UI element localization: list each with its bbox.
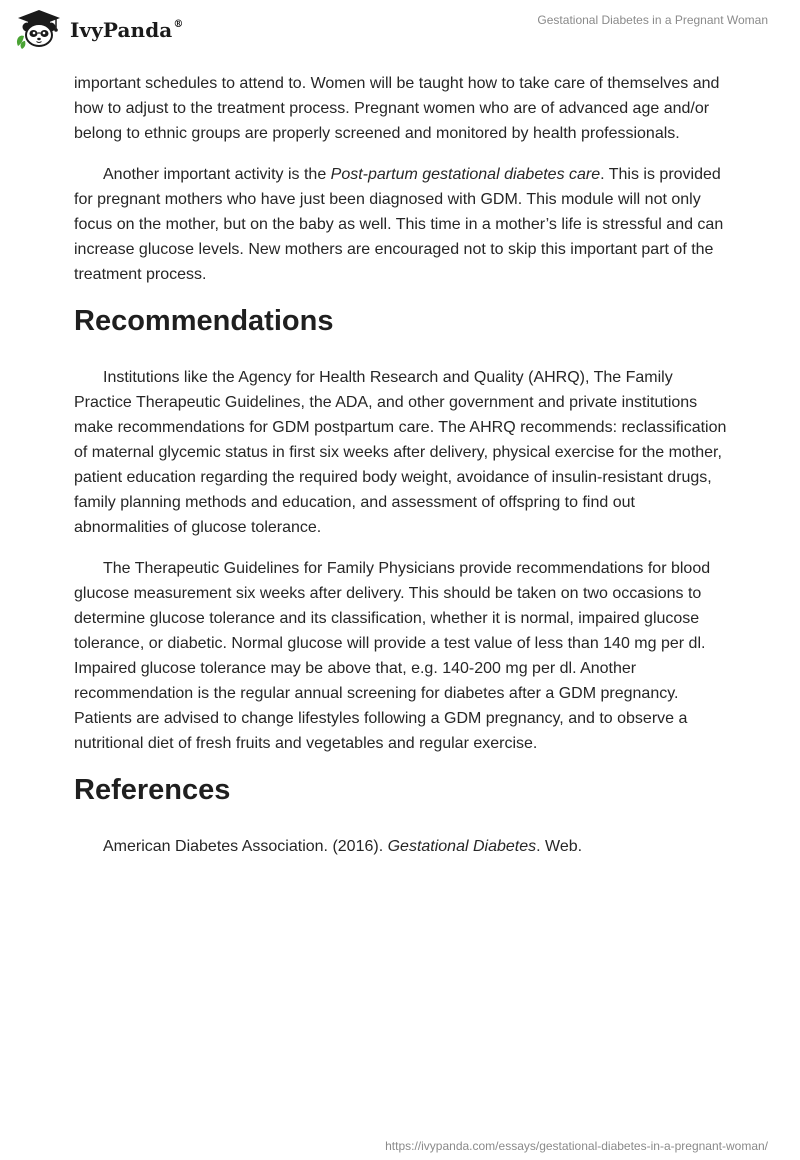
document-title: Gestational Diabetes in a Pregnant Woman xyxy=(537,13,768,27)
page-header xyxy=(0,0,800,62)
paragraph-ahrq: Institutions like the Agency for Health Research and Quality (AHRQ), The Family Practice Therapeutic Guidelines, the ADA, and other government and private institutions make recommendations for GDM postpartum care. The AHRQ recommends: reclassification of maternal glycemic status in first six weeks after delivery, physical exercise for the mother, patient education regarding the required body weight, avoidance of insulin-resistant drugs, family planning methods and education, and assessment of offspring to find out abnormalities of glucose tolerance. xyxy=(74,369,727,536)
paragraph-postpartum-care xyxy=(74,162,734,287)
paragraph-text: Another important activity is the xyxy=(103,166,331,183)
paragraph-text: . This is provided for pregnant mothers who have just been diagnosed with GDM. This module will not only focus on the mother, but on the baby as well. This time in a mother’s life is stressful and can increase glucose levels. New mothers are encouraged not to skip this important part of the treatment process. xyxy=(74,166,724,283)
paragraph-therapeutic-guidelines: The Therapeutic Guidelines for Family Physicians provide recommendations for blood glucose measurement six weeks after delivery. This should be taken on two occasions to determine glucose tolerance and its classification, whether it is normal, impaired glucose tolerance, or diabetic. Normal glucose will provide a test value of less than 140 mg per dl. Impaired glucose tolerance may be above that, e.g. 140-200 mg per dl. Another recommendation is the regular annual screening for diabetes after a GDM pregnancy. Patients are advised to change lifestyles following a GDM pregnancy, and to observe a nutritional diet of fresh fruits and vegetables and regular exercise. xyxy=(74,560,711,752)
ivypanda-logo[interactable] xyxy=(14,8,183,50)
registered-mark: ® xyxy=(173,19,184,31)
logo-wordmark xyxy=(70,18,183,42)
heading-references: References xyxy=(74,774,231,806)
heading-recommendations: Recommendations xyxy=(74,305,334,337)
emphasis-postpartum-care: Post-partum gestational diabetes care xyxy=(330,166,601,183)
essay-body xyxy=(74,71,734,875)
reference-text: American Diabetes Association. (2016). xyxy=(103,838,388,855)
reference-entry xyxy=(74,834,734,859)
reference-title: Gestational Diabetes xyxy=(387,838,537,855)
footer-url[interactable]: https://ivypanda.com/essays/gestational-diabetes-in-a-pregnant-woman/ xyxy=(385,1139,768,1153)
logo-name: IvyPanda xyxy=(70,18,173,42)
paragraph-continued: important schedules to attend to. Women will be taught how to take care of themselves and how to adjust to the treatment process. Pregnant women who are of advanced age and/or belong to ethnic groups are properly screened and monitored by health professionals. xyxy=(74,75,720,142)
reference-text: . Web. xyxy=(536,838,583,855)
panda-graduate-icon xyxy=(14,8,64,50)
